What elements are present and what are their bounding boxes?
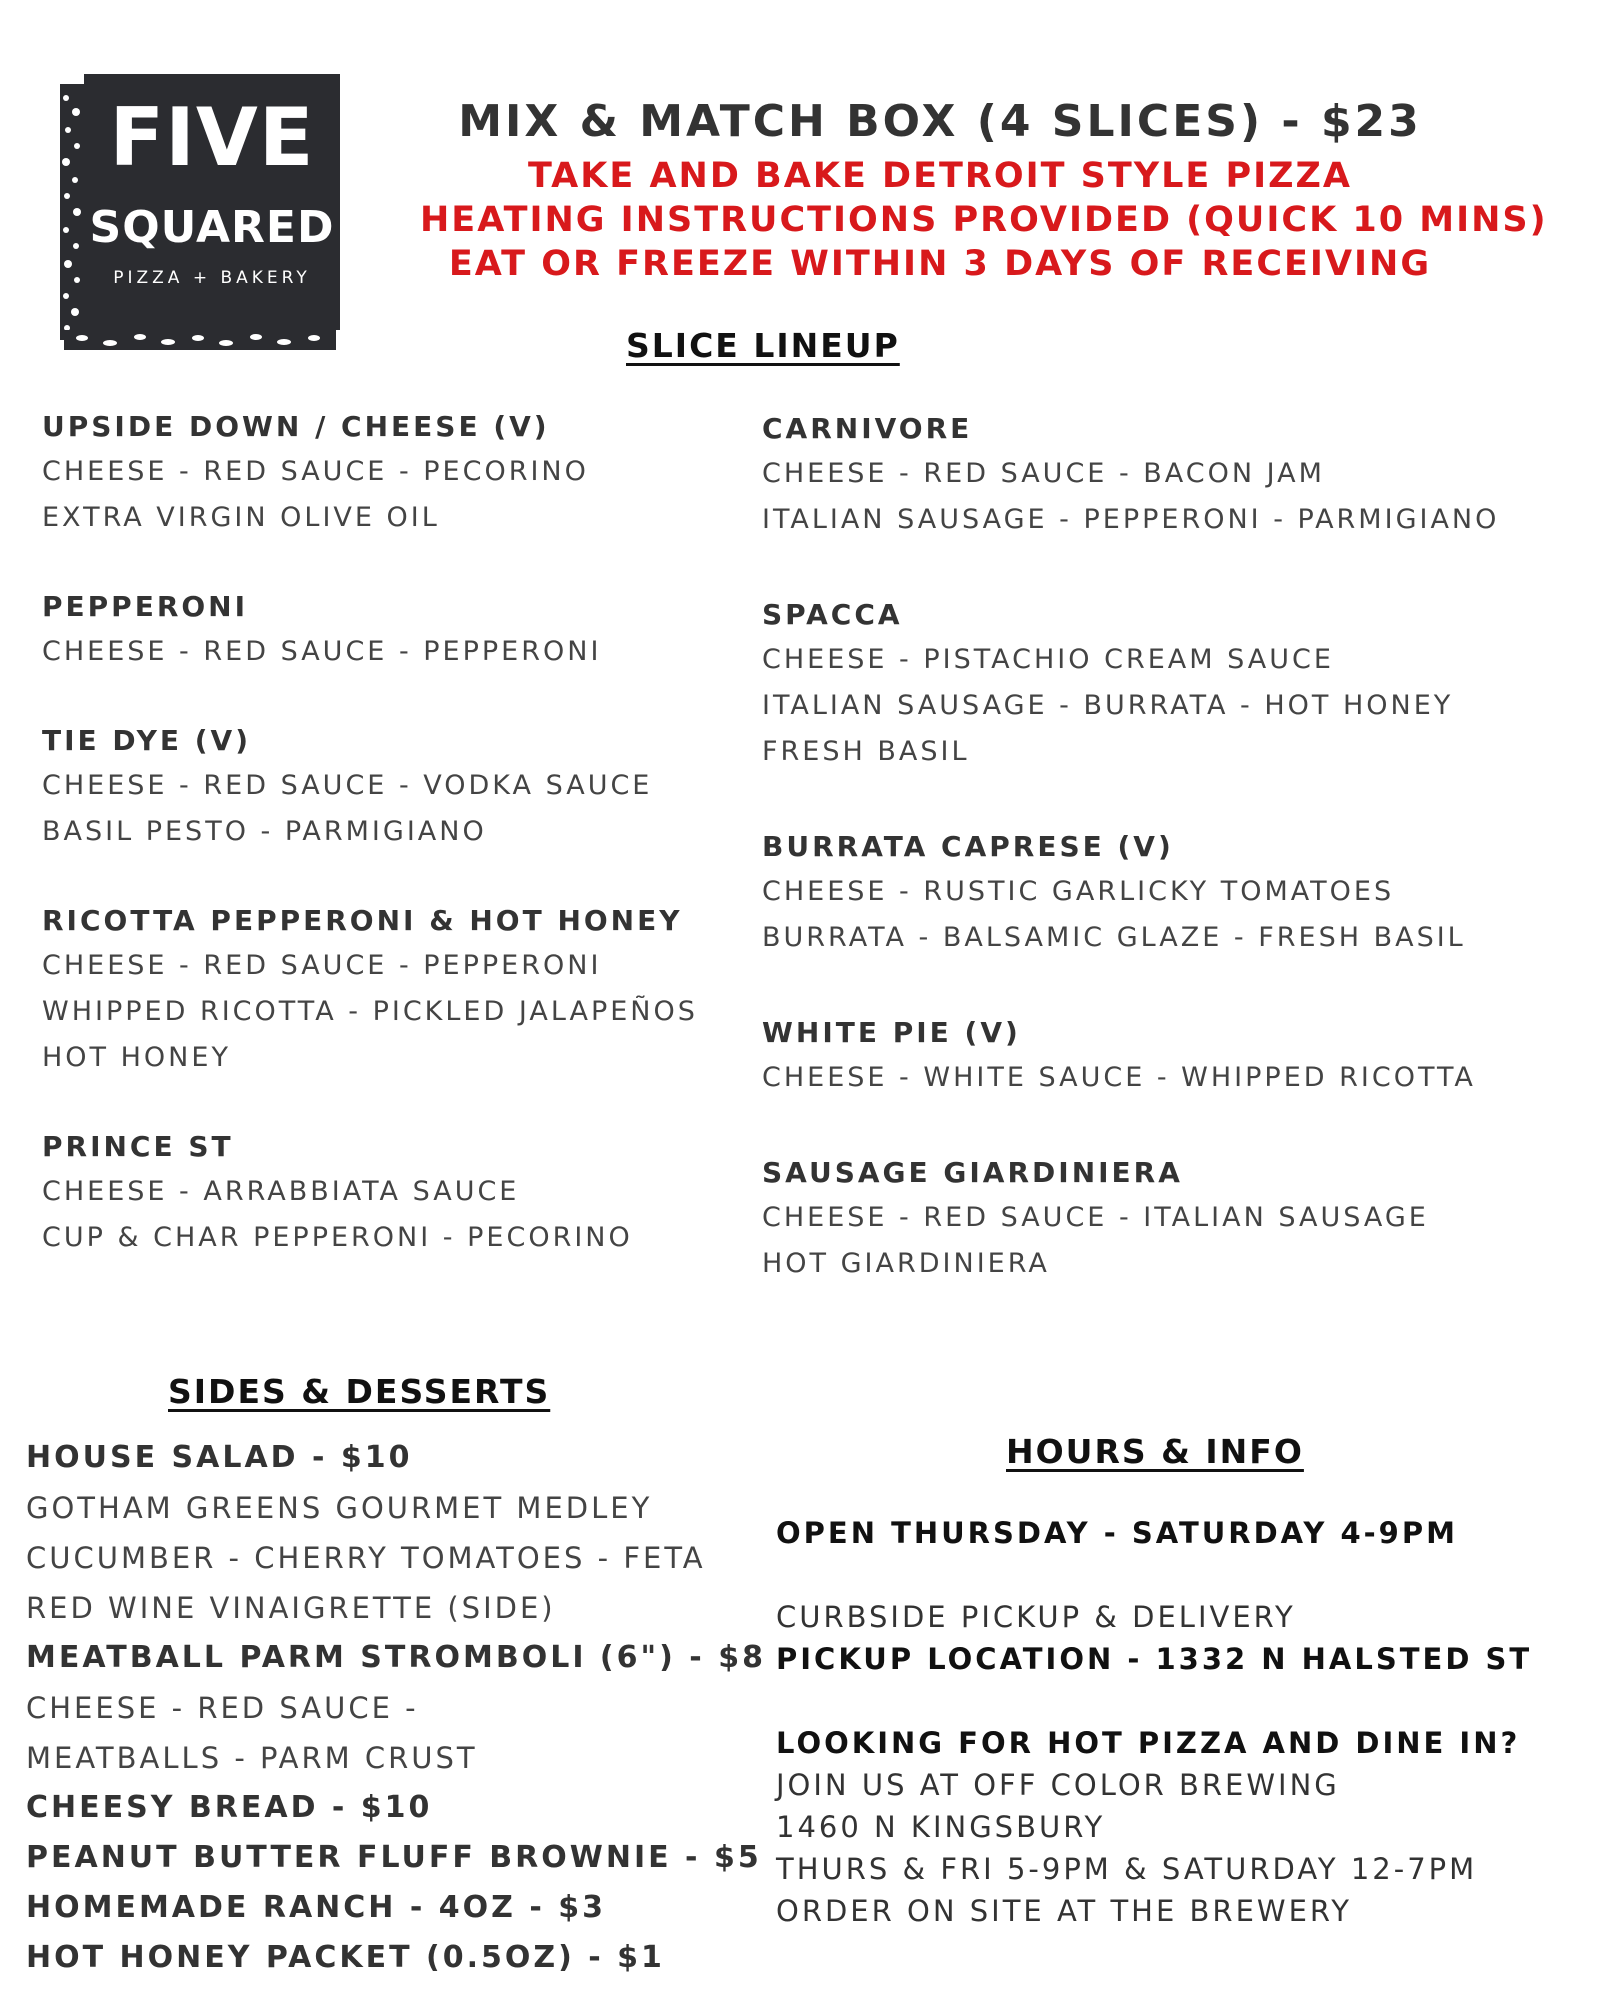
item-ingredients: EXTRA VIRGIN OLIVE OIL [42,502,440,533]
logo-text-squared: SQUARED [89,202,335,253]
order-info: ORDER ON SITE AT THE BREWERY [776,1894,1352,1928]
item-name: UPSIDE DOWN / CHEESE (V) [42,410,550,443]
side-item-name: MEATBALL PARM STROMBOLI (6") - $8 [26,1640,766,1675]
slice-column-right [762,407,1582,1287]
item-name: SPACCA [762,598,903,631]
instruction-line: EAT OR FREEZE WITHIN 3 DAYS OF RECEIVING [448,244,1432,284]
menu-item [762,825,1582,961]
item-ingredients: CUP & CHAR PEPPERONI - PECORINO [42,1222,633,1253]
hours-heading: HOURS & INFO [1006,1432,1304,1471]
item-ingredients: HOT GIARDINIERA [762,1248,1050,1279]
menu-item [762,407,1582,543]
open-hours: OPEN THURSDAY - SATURDAY 4-9PM [776,1516,1458,1550]
slice-column-left [42,405,742,1305]
menu-item [42,405,742,541]
instructions [420,154,1548,286]
side-item-description: CUCUMBER - CHERRY TOMATOES - FETA [26,1541,706,1575]
sides-heading: SIDES & DESSERTS [168,1372,551,1411]
item-name: PRINCE ST [42,1130,234,1163]
instruction-line: TAKE AND BAKE DETROIT STYLE PIZZA [527,156,1353,196]
box-title: MIX & MATCH BOX (4 SLICES) - $23 [458,96,1422,147]
menu-item [42,1125,742,1261]
sides-list [26,1433,766,1983]
item-ingredients: CHEESE - RED SAUCE - PECORINO [42,456,589,487]
logo-box [84,74,340,330]
item-ingredients: BASIL PESTO - PARMIGIANO [42,816,487,847]
item-ingredients: CHEESE - RED SAUCE - ITALIAN SAUSAGE [762,1202,1429,1233]
logo-pattern-bottom [64,330,336,350]
hours-info [776,1512,1576,1932]
item-ingredients: CHEESE - RED SAUCE - PEPPERONI [42,950,602,981]
logo-pattern-side [60,84,84,340]
item-name: RICOTTA PEPPERONI & HOT HONEY [42,904,683,937]
side-item-description: RED WINE VINAIGRETTE (SIDE) [26,1591,556,1625]
menu-item [42,585,742,675]
item-name: WHITE PIE (V) [762,1016,1021,1049]
item-ingredients: CHEESE - ARRABBIATA SAUCE [42,1176,520,1207]
slice-lineup-heading: SLICE LINEUP [626,326,900,365]
brewery-hours: THURS & FRI 5-9PM & SATURDAY 12-7PM [776,1852,1478,1886]
item-ingredients: CHEESE - RUSTIC GARLICKY TOMATOES [762,876,1395,907]
item-name: SAUSAGE GIARDINIERA [762,1156,1183,1189]
item-ingredients: FRESH BASIL [762,736,970,767]
brewery-name: JOIN US AT OFF COLOR BREWING [776,1768,1340,1802]
side-item-name: HOMEMADE RANCH - 4OZ - $3 [26,1890,606,1925]
side-item-description: GOTHAM GREENS GOURMET MEDLEY [26,1491,653,1525]
menu-item [762,1151,1582,1287]
item-ingredients: CHEESE - WHITE SAUCE - WHIPPED RICOTTA [762,1062,1476,1093]
menu-item [762,593,1582,775]
brewery-address: 1460 N KINGSBURY [776,1810,1106,1844]
side-item-name: PEANUT BUTTER FLUFF BROWNIE - $5 [26,1840,762,1875]
item-name: CARNIVORE [762,412,973,445]
curbside-info: CURBSIDE PICKUP & DELIVERY [776,1600,1296,1634]
logo-tagline: PIZZA + BAKERY [113,268,311,288]
item-ingredients: CHEESE - RED SAUCE - VODKA SAUCE [42,770,653,801]
logo-text-five: FIVE [109,91,315,184]
side-item-name: CHEESY BREAD - $10 [26,1790,433,1825]
item-name: TIE DYE (V) [42,724,252,757]
side-item-name: HOUSE SALAD - $10 [26,1440,413,1475]
dine-in-heading: LOOKING FOR HOT PIZZA AND DINE IN? [776,1726,1521,1760]
item-ingredients: ITALIAN SAUSAGE - PEPPERONI - PARMIGIANO [762,504,1500,535]
item-ingredients: WHIPPED RICOTTA - PICKLED JALAPEÑOS [42,996,698,1027]
item-ingredients: CHEESE - PISTACHIO CREAM SAUCE [762,644,1334,675]
item-name: PEPPERONI [42,590,249,623]
item-ingredients: ITALIAN SAUSAGE - BURRATA - HOT HONEY [762,690,1454,721]
menu-item [42,899,742,1081]
side-item-description: MEATBALLS - PARM CRUST [26,1741,478,1775]
side-item-name: HOT HONEY PACKET (0.5OZ) - $1 [26,1940,665,1975]
item-name: BURRATA CAPRESE (V) [762,830,1174,863]
item-ingredients: CHEESE - RED SAUCE - PEPPERONI [42,636,602,667]
instruction-line: HEATING INSTRUCTIONS PROVIDED (QUICK 10 MINS) [420,200,1548,240]
menu-item [762,1011,1582,1101]
logo [60,74,340,354]
item-ingredients: CHEESE - RED SAUCE - BACON JAM [762,458,1325,489]
pickup-location: PICKUP LOCATION - 1332 N HALSTED ST [776,1642,1533,1676]
item-ingredients: BURRATA - BALSAMIC GLAZE - FRESH BASIL [762,922,1466,953]
menu-item [42,719,742,855]
item-ingredients: HOT HONEY [42,1042,231,1073]
side-item-description: CHEESE - RED SAUCE - [26,1691,419,1725]
